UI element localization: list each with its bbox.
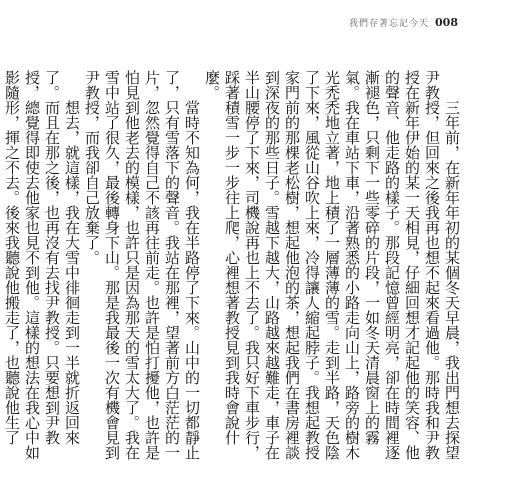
paragraph: 想去，就這樣，我在大雪中徘徊走到一半就折返回來了。而且在那之後，也再沒有去找尹教授。只要想到尹教授，總覺得即使去他家也見不到他。這樣的想法在我心中如影隨形，揮之不去。後來我聽說他搬走了，也聽說他生了 [3,70,81,460]
paragraph: 當時不知為何，我在半路停了下來。山中的一切都靜止了，只有雪落下的聲音。我站在那裡，望著前方白茫茫的一片，忽然覺得自己不該再往前走。也許是怕打擾他，也許是怕見到他老去的模樣，也許只是因為那天的雪太大了。我在雪中站了很久，最後轉身下山。那是我最後一次有機會見到尹教授，而我卻自己放棄了。 [83,70,201,460]
page-header [349,16,458,29]
paragraph: 三年前，在新年年初的某個冬天早晨，我出門想去探望尹教授，但回來之後我再也想不起來看過他。那時我和尹教授在新年伊始的某一天相見，仔細回想才記起他的笑容、他的聲音、他走路的樣子。那段記憶曾經明亮，卻在時間裡逐漸褪色，只剩下一些零碎的片段，一如冬天清晨窗上的霧氣。我在車站下車，沿著熟悉的小路走向山上，路旁的樹木光禿禿地立著，地上積了一層薄薄的雪。走到半路，天色陰了下來，風從山谷吹上來，冷得讓人縮起脖子。我想起教授家門前的那棵老松樹，想起他泡的茶，想起我們在書房裡談到深夜的那些日子。雪越下越大，山路越來越難走，車子在半山腰停了下來，司機說再也上不去了。我只好下車步行，踩著積雪一步一步往上爬，心裡想著教授見到我時會說什麼。 [203,70,461,460]
body-text [3,70,462,462]
page-number: 008 [435,16,458,29]
running-title: 我們存著忘記今天 [349,19,430,29]
